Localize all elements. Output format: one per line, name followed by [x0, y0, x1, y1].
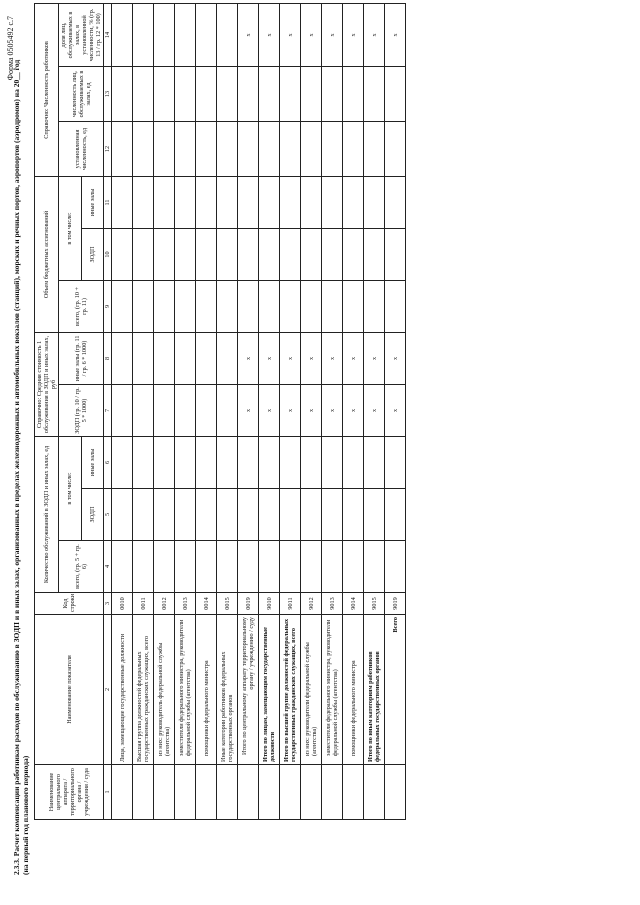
header-in-that-1: в том числе:	[59, 436, 82, 540]
value-cell	[196, 332, 217, 384]
col-number: 9	[104, 280, 112, 332]
value-cell	[175, 121, 196, 176]
na-mark: x	[364, 384, 385, 436]
header-in-that-2: в том числе:	[59, 176, 82, 280]
value-cell	[364, 228, 385, 280]
value-cell	[280, 280, 301, 332]
value-cell	[112, 66, 133, 121]
header-share: доля лиц, обслуживаемых в залах, в установленной численности, % (гр. 13 / гр. 12 * 100)	[59, 3, 104, 66]
col-number: 11	[104, 176, 112, 228]
header-zodp-cost: ЗОДП (гр. 10 / гр. 5 * 1000)	[59, 384, 104, 436]
value-cell	[238, 436, 259, 488]
header-qty-group: Количество обслуживаний в ЗОДП и иных залах, ед	[35, 436, 59, 592]
na-mark: x	[259, 3, 280, 66]
org-cell	[322, 765, 343, 820]
value-cell	[238, 541, 259, 593]
na-mark: x	[280, 3, 301, 66]
na-mark: x	[322, 332, 343, 384]
row-label: из них: руководители федеральной службы (агентства)	[301, 615, 322, 765]
value-cell	[154, 332, 175, 384]
value-cell	[133, 121, 154, 176]
value-cell	[259, 228, 280, 280]
org-cell	[280, 765, 301, 820]
table-row	[238, 3, 259, 819]
header-total-1011: всего, (гр. 10 + гр. 11)	[59, 280, 104, 332]
na-mark: x	[385, 384, 406, 436]
value-cell	[112, 332, 133, 384]
col-number: 1	[104, 765, 112, 820]
value-cell	[175, 228, 196, 280]
value-cell	[301, 436, 322, 488]
value-cell	[364, 541, 385, 593]
value-cell	[217, 332, 238, 384]
value-cell	[133, 384, 154, 436]
value-cell	[217, 228, 238, 280]
value-cell	[154, 228, 175, 280]
org-cell	[238, 765, 259, 820]
title-text: 2.3.3. Расчет компенсации работникам расходов по обслуживанию в ЗОДП и в иных залах, организованных в пределах железнодорожных и автомобильных вокзалов (станций), морских и речных портов, аэропортов (аэродромов) на 20__ год	[12, 59, 21, 875]
value-cell	[175, 436, 196, 488]
value-cell	[217, 66, 238, 121]
value-cell	[385, 66, 406, 121]
na-mark: x	[301, 384, 322, 436]
org-cell	[196, 765, 217, 820]
column-number-row	[104, 3, 112, 819]
col-number: 2	[104, 615, 112, 765]
value-cell	[259, 489, 280, 541]
org-cell	[259, 765, 280, 820]
value-cell	[259, 436, 280, 488]
value-cell	[175, 332, 196, 384]
value-cell	[322, 280, 343, 332]
na-mark: x	[301, 3, 322, 66]
row-code: 0013	[175, 593, 196, 615]
value-cell	[112, 3, 133, 66]
value-cell	[238, 121, 259, 176]
value-cell	[280, 228, 301, 280]
value-cell	[196, 121, 217, 176]
value-cell	[343, 66, 364, 121]
table-row	[322, 3, 343, 819]
value-cell	[175, 489, 196, 541]
value-cell	[133, 228, 154, 280]
value-cell	[322, 176, 343, 228]
header-other-budget: иные залы	[81, 176, 104, 228]
value-cell	[259, 541, 280, 593]
table-row	[133, 3, 154, 819]
row-code: 0010	[112, 593, 133, 615]
value-cell	[112, 384, 133, 436]
value-cell	[259, 66, 280, 121]
value-cell	[133, 176, 154, 228]
org-cell	[175, 765, 196, 820]
na-mark: x	[322, 384, 343, 436]
na-mark: x	[301, 332, 322, 384]
value-cell	[259, 280, 280, 332]
na-mark: x	[280, 332, 301, 384]
value-cell	[217, 121, 238, 176]
value-cell	[301, 66, 322, 121]
value-cell	[259, 121, 280, 176]
value-cell	[364, 176, 385, 228]
value-cell	[217, 541, 238, 593]
value-cell	[238, 176, 259, 228]
row-label: Итого по центральному аппарату территориальному органу / учреждению / суду	[238, 615, 259, 765]
value-cell	[154, 121, 175, 176]
row-label: заместители федерального министра, руководители федеральной службы (агентства)	[175, 615, 196, 765]
value-cell	[154, 436, 175, 488]
value-cell	[154, 541, 175, 593]
value-cell	[385, 228, 406, 280]
value-cell	[133, 541, 154, 593]
row-label: Итого по иным категориям работников федеральных государственных органов	[364, 615, 385, 765]
value-cell	[280, 176, 301, 228]
value-cell	[238, 228, 259, 280]
value-cell	[112, 436, 133, 488]
na-mark: x	[364, 332, 385, 384]
row-label: Итого по лицам, замещающим государственные должности	[259, 615, 280, 765]
section-title	[12, 45, 30, 875]
header-budget-group: Объем бюджетных ассигнований	[35, 176, 59, 332]
calculation-table	[34, 3, 406, 820]
value-cell	[322, 436, 343, 488]
row-code: 0014	[196, 593, 217, 615]
row-code: 0012	[154, 593, 175, 615]
value-cell	[322, 489, 343, 541]
header-staff-count: установленная численность, ед	[59, 121, 104, 176]
value-cell	[280, 121, 301, 176]
header-indicator: Наименование показателя	[35, 615, 104, 765]
value-cell	[175, 280, 196, 332]
value-cell	[343, 489, 364, 541]
value-cell	[280, 489, 301, 541]
value-cell	[385, 436, 406, 488]
value-cell	[364, 121, 385, 176]
row-code: 0019	[238, 593, 259, 615]
value-cell	[154, 176, 175, 228]
form-code: Форма 0505492 с.7	[6, 16, 15, 81]
row-label: Лица, замещающие государственные должности	[112, 615, 133, 765]
value-cell	[385, 280, 406, 332]
na-mark: x	[238, 384, 259, 436]
na-mark: x	[343, 332, 364, 384]
value-cell	[196, 66, 217, 121]
value-cell	[301, 228, 322, 280]
row-code: 9012	[301, 593, 322, 615]
value-cell	[112, 541, 133, 593]
value-cell	[175, 384, 196, 436]
org-cell	[343, 765, 364, 820]
value-cell	[322, 66, 343, 121]
value-cell	[217, 280, 238, 332]
row-code: 9010	[259, 593, 280, 615]
header-other-qty: иные залы	[81, 436, 104, 488]
value-cell	[133, 489, 154, 541]
value-cell	[196, 3, 217, 66]
header-total-56: всего, (гр. 5 + гр. 6)	[59, 541, 104, 593]
value-cell	[259, 176, 280, 228]
row-code: 9013	[322, 593, 343, 615]
col-number: 13	[104, 66, 112, 121]
value-cell	[301, 541, 322, 593]
value-cell	[112, 228, 133, 280]
value-cell	[112, 176, 133, 228]
row-label: Итого по высшей группе должностей федеральных государственных гражданских служащих, всего	[280, 615, 301, 765]
na-mark: x	[259, 384, 280, 436]
value-cell	[364, 489, 385, 541]
table-body	[104, 3, 406, 819]
value-cell	[322, 228, 343, 280]
na-mark: x	[364, 3, 385, 66]
header-zodp-budget: ЗОДП	[81, 228, 104, 280]
org-cell	[112, 765, 133, 820]
table-row	[343, 3, 364, 819]
value-cell	[175, 176, 196, 228]
value-cell	[217, 489, 238, 541]
subtitle-text: (на первый год планового периода)	[21, 755, 30, 875]
col-number: 7	[104, 384, 112, 436]
value-cell	[343, 280, 364, 332]
na-mark: x	[238, 332, 259, 384]
row-label: Иные категории работников федеральных государственных органов	[217, 615, 238, 765]
value-cell	[175, 66, 196, 121]
value-cell	[175, 541, 196, 593]
col-number: 6	[104, 436, 112, 488]
value-cell	[280, 436, 301, 488]
row-label: Высшая группа должностей федеральных государственных гражданских служащих, всего	[133, 615, 154, 765]
row-code: 9015	[364, 593, 385, 615]
value-cell	[385, 176, 406, 228]
value-cell	[196, 384, 217, 436]
value-cell	[385, 541, 406, 593]
value-cell	[385, 121, 406, 176]
org-cell	[385, 765, 406, 820]
value-cell	[217, 384, 238, 436]
value-cell	[196, 541, 217, 593]
org-cell	[364, 765, 385, 820]
value-cell	[112, 489, 133, 541]
value-cell	[301, 176, 322, 228]
header-other-cost: иные залы (гр. 11 / гр. 6 * 1000)	[59, 332, 104, 384]
table-row	[175, 3, 196, 819]
value-cell	[133, 332, 154, 384]
na-mark: x	[280, 384, 301, 436]
value-cell	[343, 121, 364, 176]
value-cell	[175, 3, 196, 66]
na-mark: x	[238, 3, 259, 66]
na-mark: x	[343, 3, 364, 66]
value-cell	[154, 280, 175, 332]
row-code: 0011	[133, 593, 154, 615]
value-cell	[217, 436, 238, 488]
table-row	[364, 3, 385, 819]
value-cell	[364, 280, 385, 332]
value-cell	[364, 436, 385, 488]
value-cell	[322, 541, 343, 593]
row-label: из них: руководитель федеральной службы (агентства)	[154, 615, 175, 765]
value-cell	[154, 3, 175, 66]
value-cell	[196, 176, 217, 228]
header-served-count: численность лиц, обслуживаемых в залах, ед	[59, 66, 104, 121]
value-cell	[343, 541, 364, 593]
row-label: помощники федерального министра	[196, 615, 217, 765]
value-cell	[133, 436, 154, 488]
value-cell	[154, 66, 175, 121]
header-zodp-qty: ЗОДП	[81, 489, 104, 541]
na-mark: x	[343, 384, 364, 436]
org-cell	[133, 765, 154, 820]
value-cell	[217, 176, 238, 228]
col-number: 12	[104, 121, 112, 176]
table-row	[217, 3, 238, 819]
table-row	[154, 3, 175, 819]
value-cell	[343, 228, 364, 280]
row-code: 9011	[280, 593, 301, 615]
row-code: 9014	[343, 593, 364, 615]
value-cell	[154, 489, 175, 541]
table-row	[259, 3, 280, 819]
value-cell	[343, 436, 364, 488]
org-cell	[154, 765, 175, 820]
value-cell	[301, 489, 322, 541]
row-code: 0015	[217, 593, 238, 615]
value-cell	[196, 436, 217, 488]
value-cell	[280, 541, 301, 593]
value-cell	[364, 66, 385, 121]
value-cell	[133, 3, 154, 66]
value-cell	[154, 384, 175, 436]
value-cell	[196, 280, 217, 332]
table-row	[385, 3, 406, 819]
row-code: 9019	[385, 593, 406, 615]
table-row	[196, 3, 217, 819]
header-ref-cost: Справочно: Средняя стоимость 1 обслуживания в ЗОДП и иных залах, руб	[35, 332, 59, 436]
value-cell	[112, 121, 133, 176]
col-number: 3	[104, 593, 112, 615]
value-cell	[301, 121, 322, 176]
value-cell	[238, 66, 259, 121]
na-mark: x	[385, 332, 406, 384]
value-cell	[343, 176, 364, 228]
org-cell	[217, 765, 238, 820]
na-mark: x	[322, 3, 343, 66]
row-label: помощники федерального министра	[343, 615, 364, 765]
value-cell	[133, 66, 154, 121]
table-row	[280, 3, 301, 819]
value-cell	[217, 3, 238, 66]
value-cell	[196, 228, 217, 280]
col-number: 10	[104, 228, 112, 280]
value-cell	[322, 121, 343, 176]
header-code: Код строки	[35, 593, 104, 615]
org-cell	[301, 765, 322, 820]
value-cell	[196, 489, 217, 541]
header-org: Наименование центрального аппарата / территориального органа / учреждения / суда	[35, 765, 104, 820]
row-label: Всего	[385, 615, 406, 765]
value-cell	[238, 489, 259, 541]
na-mark: x	[259, 332, 280, 384]
col-number: 5	[104, 489, 112, 541]
table-row	[301, 3, 322, 819]
na-mark: x	[385, 3, 406, 66]
header-ref-staff: Справочно: Численность работников	[35, 3, 59, 176]
value-cell	[133, 280, 154, 332]
value-cell	[301, 280, 322, 332]
value-cell	[385, 489, 406, 541]
col-number: 4	[104, 541, 112, 593]
col-number: 14	[104, 3, 112, 66]
col-number: 8	[104, 332, 112, 384]
row-label: заместители федерального министра, руководители федеральной службы (агентства)	[322, 615, 343, 765]
value-cell	[280, 66, 301, 121]
value-cell	[238, 280, 259, 332]
value-cell	[112, 280, 133, 332]
table-row	[112, 3, 133, 819]
